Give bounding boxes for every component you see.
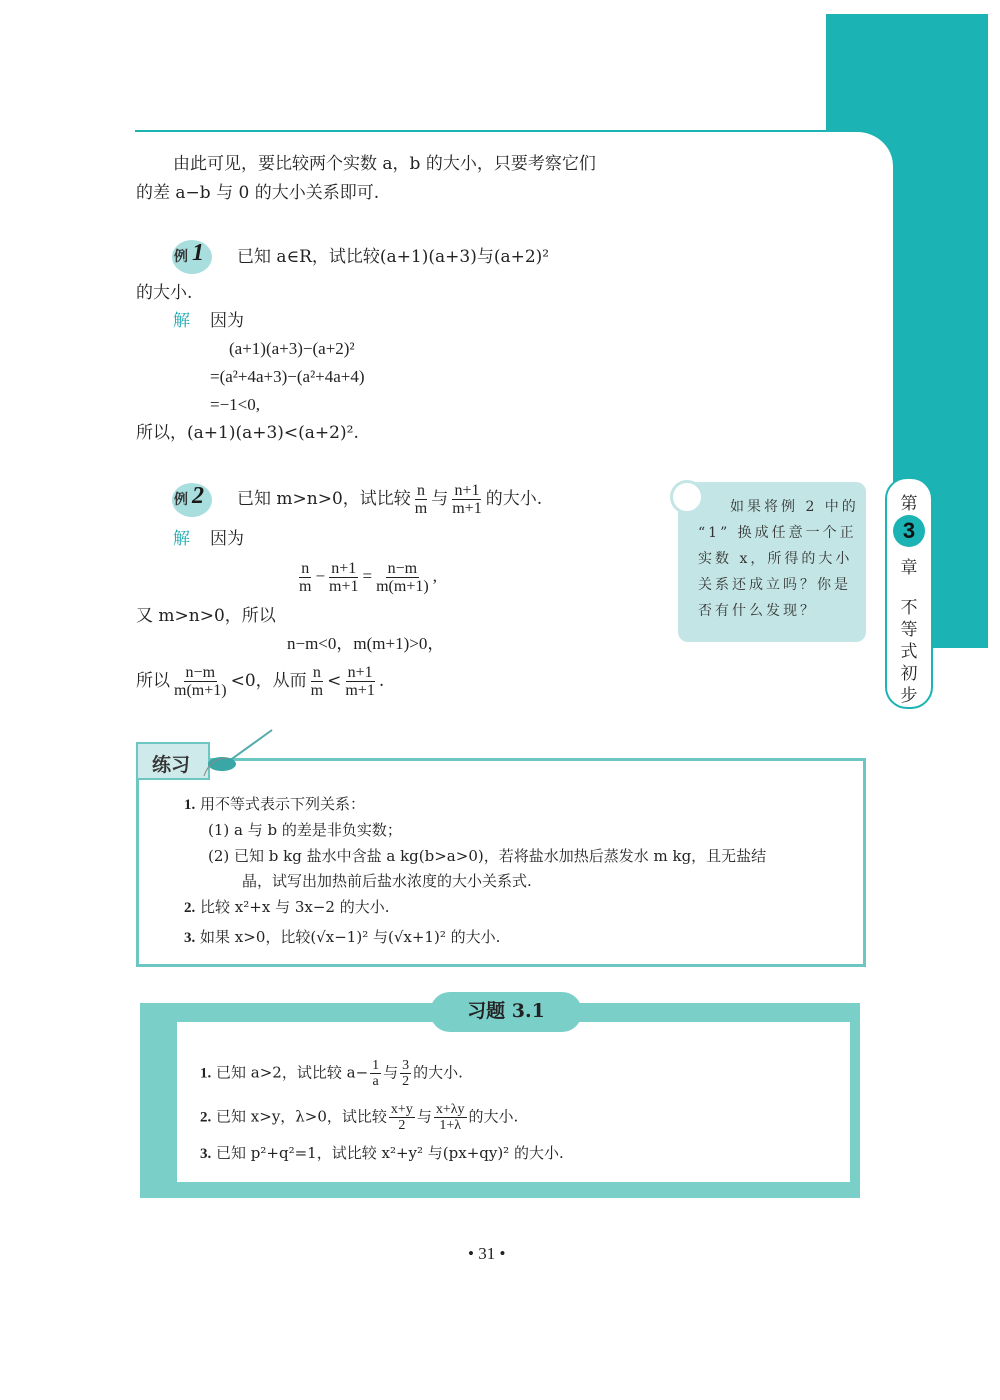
- fraction: [343, 664, 376, 699]
- denominator: 1+λ: [439, 1118, 462, 1133]
- chapter-suffix: 章: [900, 558, 918, 578]
- fraction: [327, 560, 360, 595]
- numerator: n: [417, 482, 425, 499]
- fraction: [297, 560, 313, 595]
- text: 已知 m>n>0，试比较: [237, 489, 411, 509]
- fraction: [434, 1102, 467, 1133]
- chapter-prefix: 第: [900, 494, 918, 514]
- denominator: 2: [398, 1118, 406, 1133]
- item-text: 已知 p²+q²=1，试比较 x²+y² 与(px+qy)² 的大小.: [216, 1144, 564, 1162]
- page-number: • 31 •: [468, 1244, 506, 1263]
- denominator: m(m+1): [174, 682, 227, 699]
- exercises-title: 习题 3.1: [430, 992, 582, 1032]
- numerator: x+λy: [435, 1102, 465, 1117]
- fraction: [400, 1058, 411, 1089]
- exercise-item: [200, 1144, 564, 1163]
- fraction: [370, 1058, 381, 1089]
- denominator: 2: [402, 1074, 410, 1089]
- denominator: m+1: [452, 500, 482, 517]
- solution-label: 解: [173, 311, 190, 331]
- denominator: m(m+1): [376, 578, 429, 595]
- item-number: 1.: [200, 1065, 212, 1082]
- numerator: n+1: [347, 664, 373, 681]
- denominator: m: [414, 500, 428, 517]
- practice-subitem: (2) 已知 b kg 盐水中含盐 a kg(b>a>0)，若将盐水加热后蒸发水 m kg，且无盐结: [208, 847, 767, 865]
- practice-tab: [136, 742, 210, 780]
- text: 的大小.: [413, 1063, 463, 1082]
- note-line: “1” 换成任意一个正: [698, 525, 857, 541]
- chapter-title-char: 等: [900, 620, 918, 640]
- text: 与: [383, 1063, 399, 1082]
- numerator: n+1: [454, 482, 480, 499]
- numerator: n+1: [331, 560, 357, 577]
- practice-subitem: (1) a 与 b 的差是非负实数；: [208, 821, 402, 839]
- example-1-problem-cont: 的大小.: [136, 283, 193, 303]
- practice-item: [184, 928, 500, 947]
- item-number: 2.: [184, 900, 196, 916]
- example-2-problem: [237, 482, 542, 517]
- note-line: 关系还成立吗？你是: [698, 577, 851, 593]
- denominator: m+1: [329, 578, 359, 595]
- text: 已知 a>2，试比较 a−: [216, 1063, 369, 1082]
- note-line: 否有什么发现？: [698, 603, 817, 619]
- chapter-number: 3: [893, 515, 925, 547]
- example-1-problem: 已知 a∈R，试比较(a+1)(a+3)与(a+2)²: [237, 247, 550, 267]
- denominator: m: [299, 578, 312, 595]
- text: 的大小.: [468, 1107, 519, 1126]
- item-text: 如果 x>0，比较(√x−1)² 与(√x+1)² 的大小.: [200, 928, 501, 946]
- numerator: x+y: [390, 1102, 413, 1117]
- because-text: 因为: [210, 529, 244, 549]
- text: 与: [431, 489, 449, 509]
- text: 所以: [136, 671, 170, 691]
- operator: <: [327, 671, 342, 691]
- practice-item: [184, 795, 365, 814]
- chapter-title-char: 步: [900, 686, 918, 706]
- note-arrow-icon: [670, 480, 704, 514]
- example-label: 例: [174, 492, 188, 508]
- math-step-3: =−1<0,: [210, 395, 261, 414]
- note-line: 实数 x，所得的大小: [698, 551, 853, 567]
- denominator: a: [372, 1074, 379, 1089]
- intro-line-1: 由此可见，要比较两个实数 a，b 的大小，只要考察它们: [173, 154, 596, 174]
- denominator: m+1: [345, 682, 375, 699]
- text: .: [378, 671, 385, 691]
- because-text: 因为: [210, 311, 244, 331]
- numerator: n: [301, 560, 310, 577]
- item-number: 3.: [200, 1146, 212, 1162]
- numerator: 3: [402, 1058, 410, 1073]
- fraction: [309, 664, 325, 699]
- item-number: 1.: [184, 797, 196, 813]
- pen-hand-icon: [200, 728, 280, 778]
- example-2-badge: [172, 483, 212, 517]
- text: 与: [416, 1107, 432, 1126]
- item-text: 用不等式表示下列关系：: [200, 795, 366, 813]
- numerator: n−m: [185, 664, 216, 681]
- practice-title: 练习: [152, 754, 191, 776]
- also-line: 又 m>n>0，所以: [136, 606, 276, 626]
- chapter-title-char: 式: [900, 642, 918, 662]
- numerator: n−m: [387, 560, 418, 577]
- fraction: [389, 1102, 415, 1133]
- inequality-line: n−m<0，m(m+1)>0，: [287, 634, 445, 653]
- example-number: 1: [192, 240, 204, 266]
- exercise-item: [200, 1058, 463, 1089]
- margin-note: [678, 482, 866, 642]
- chapter-title-char: 不: [900, 598, 918, 618]
- intro-line-2: 的差 a−b 与 0 的大小关系即可.: [136, 183, 380, 203]
- example-label: 例: [174, 249, 188, 265]
- operator: =: [362, 566, 373, 586]
- example-1-badge: [172, 240, 212, 274]
- item-number: 2.: [200, 1109, 212, 1126]
- math-step-1: (a+1)(a+3)−(a+2)²: [229, 339, 355, 358]
- chapter-tab: [885, 477, 933, 709]
- math-step-2: =(a²+4a+3)−(a²+4a+4): [210, 367, 365, 386]
- text: ,: [432, 566, 437, 586]
- note-line: 如果将例 2 中的: [730, 499, 859, 515]
- numerator: n: [312, 664, 321, 681]
- practice-item: [184, 898, 390, 917]
- practice-subitem-cont: 晶，试写出加热前后盐水浓度的大小关系式.: [242, 872, 532, 890]
- solution-label: 解: [173, 529, 190, 549]
- fraction: [413, 482, 429, 517]
- text: 已知 x>y，λ>0，试比较: [216, 1107, 387, 1126]
- fraction: [374, 560, 431, 595]
- example-number: 2: [192, 483, 204, 509]
- operator: −: [315, 566, 326, 586]
- text: <0，从而: [230, 671, 307, 691]
- item-number: 3.: [184, 930, 196, 946]
- fraction: [450, 482, 483, 517]
- exercise-item: [200, 1102, 518, 1133]
- text: 的大小.: [485, 489, 543, 509]
- example-1-conclusion: 所以，(a+1)(a+3)<(a+2)².: [136, 423, 359, 443]
- example-2-conclusion: [136, 664, 384, 699]
- item-text: 比较 x²+x 与 3x−2 的大小.: [200, 898, 390, 916]
- numerator: 1: [372, 1058, 380, 1073]
- denominator: m: [310, 682, 324, 699]
- fraction-equation: [295, 560, 437, 595]
- chapter-title-char: 初: [900, 664, 918, 684]
- fraction: [172, 664, 229, 699]
